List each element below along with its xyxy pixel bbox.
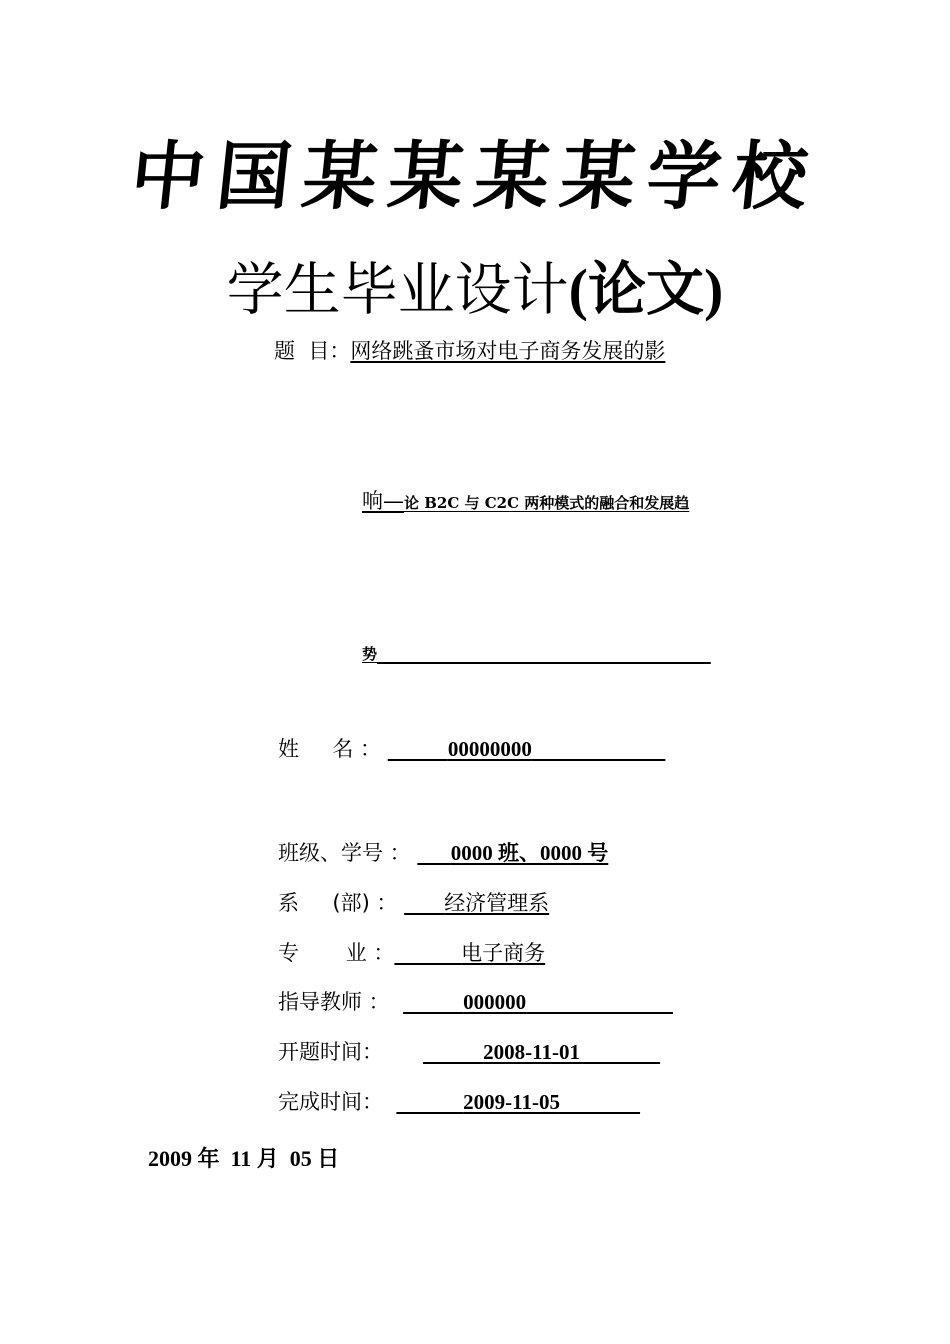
topic-line-1: [274, 337, 665, 365]
major-field: [278, 939, 545, 967]
document-date: 2009 年 11 月 05 日: [148, 1146, 340, 1171]
dept-field: [278, 889, 549, 917]
dept-underline: [404, 891, 549, 915]
start-date-value: 2008-11-01: [483, 1040, 580, 1064]
start-date-field: [278, 1038, 660, 1066]
start-date-underline: [423, 1040, 660, 1064]
dept-value: 经济管理系: [444, 891, 550, 915]
advisor-label: 指导教师 ：: [278, 990, 390, 1014]
class-value: 0000 班、0000 号: [450, 841, 609, 865]
end-date-field: [278, 1088, 640, 1116]
document-title-paren: (论文): [568, 257, 724, 322]
name-underline: [388, 737, 666, 761]
topic-text-2-lead: 响—: [362, 489, 404, 513]
topic-text-2: 论 B2C 与 C2C 两种模式的融合和发展趋: [404, 494, 690, 512]
topic-underline-blank: [377, 640, 711, 664]
end-date-value: 2009-11-05: [463, 1090, 560, 1114]
name-label: 姓 名 ：: [278, 737, 382, 761]
topic-text-3: 势: [362, 645, 378, 663]
school-name: 中国某某某某学校: [126, 134, 824, 220]
major-underline: [394, 941, 545, 965]
document-title: [0, 252, 950, 328]
topic-line-3: [362, 638, 711, 668]
class-underline: [417, 841, 608, 865]
topic-line-2: [362, 487, 689, 517]
end-date-label: 完成时间：: [278, 1090, 383, 1114]
name-field: [278, 735, 665, 763]
major-value: 电子商务: [461, 941, 546, 965]
dept-label: 系 (部) ：: [278, 891, 398, 915]
name-value: 00000000: [447, 737, 532, 761]
start-date-label: 开题时间：: [278, 1040, 383, 1064]
topic-label: 题 目：: [274, 339, 351, 363]
major-label: 专 业 ：: [278, 941, 395, 965]
advisor-field: [278, 988, 673, 1016]
topic-text-1: 网络跳蚤市场对电子商务发展的影: [350, 339, 666, 363]
advisor-underline: [403, 990, 673, 1014]
document-title-main: 学生毕业设计: [226, 257, 569, 323]
advisor-value: 000000: [463, 990, 527, 1014]
class-field: [278, 839, 608, 867]
class-label: 班级、学号 ：: [278, 841, 411, 865]
end-date-underline: [396, 1090, 640, 1114]
